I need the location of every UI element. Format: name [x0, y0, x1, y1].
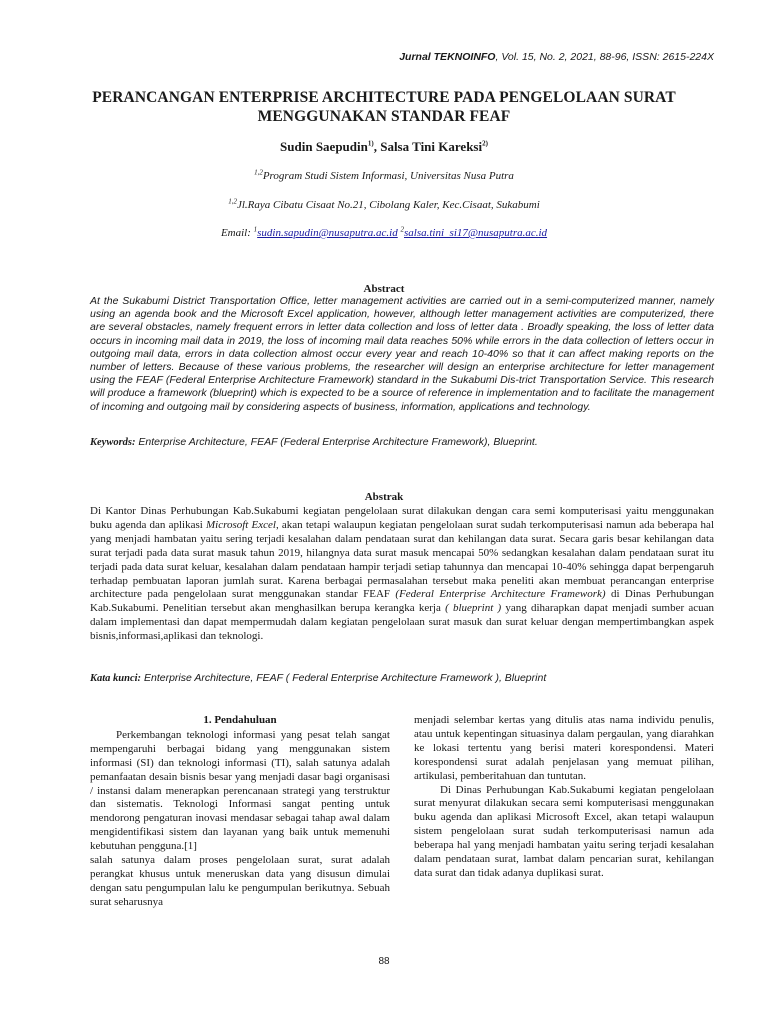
keywords-label: Keywords:: [90, 437, 136, 448]
abstrak-emphasis-1: Microsoft Excel: [205, 518, 276, 531]
intro-paragraph-4: Di Dinas Perhubungan Kab.Sukabumi kegiatan pengelolaan surat menyurat dilakukan secara semi komputerisasi menggunakan buku agenda dan aplikasi Microsoft Excel, akan tetapi walaupun sistem pengelolaan surat sudah terkomputerisasi namun ada beberapa hal yang menjadi hambatan yaitu sering terjadi kesalahan dalam pendataan surat, lambat dalam pencarian surat, kehilangan data surat dan tidak adanya duplikasi surat.: [414, 783, 714, 879]
abstrak-emphasis-2: (Federal Enterprise Architecture Framework): [395, 588, 606, 601]
affiliation-address-mark: 1,2: [228, 197, 237, 206]
abstrak-emphasis-3: ( blueprint ): [445, 602, 502, 615]
section-heading-introduction: 1. Pendahuluan: [203, 714, 277, 726]
email-1-link[interactable]: sudin.sapudin@nusaputra.ac.id: [257, 227, 398, 239]
abstrak-part-4: yang diharapkan dapat menjadi sumber acuan dalam implementasi dan dapat mempermudah dalam kegiatan pengelolaan surat masuk dan surat keluar dengan mempertimbangkan aspek bisnis,informasi,aplikasi dan teknologi.: [90, 602, 714, 643]
author-1: Sudin Saepudin: [280, 139, 368, 154]
email-2-mark: 2: [400, 225, 404, 234]
journal-header: [399, 51, 714, 63]
author-2-mark: 2): [482, 139, 488, 148]
paper-title: PERANCANGAN ENTERPRISE ARCHITECTURE PADA PENGELOLAAN SURAT MENGGUNAKAN STANDAR FEAF: [92, 89, 676, 125]
kata-kunci-label: Kata kunci:: [90, 673, 142, 684]
abstract-heading: Abstract: [363, 283, 405, 295]
affiliation-program-text: Program Studi Sistem Informasi, Universitas Nusa Putra: [262, 170, 514, 182]
abstrak-body: [90, 505, 714, 644]
right-column: [414, 714, 714, 881]
affiliation-program-mark: 1,2: [254, 168, 263, 177]
author-1-mark: 1): [367, 139, 374, 148]
email-line: [0, 227, 768, 239]
page-number: 88: [378, 956, 390, 967]
abstract-body: At the Sukabumi District Transportation Office, letter management activities are carried out in a semi-computerized manner, namely using an agenda book and the Microsoft Excel application, however, although letter management activities are computerized, there are several obstacles, namely frequent errors in letter data collection and loss of letter data . Broadly speaking, the loss of letter data occurs in incoming mail data in 2019, the loss of incoming mail data reaches 50% while errors in the data collection of letters occur in outgoing mail data, errors in data collection almost occur every year and reach 10-40% so that it can affect making reports on the number of letters. Because of these various problems, the researcher will design an enterprise architecture for letter management using the FEAF (Federal Enterprise Architecture Framework) standard in the Sukabumi Dis-trict Transportation Service. This research will produce a framework (blueprint) which is expected to be a source of reference in implementation and to facilitate the management of incoming and outgoing mail by considering aspects of business, information, applications and technology.: [90, 295, 714, 413]
keywords-line: [90, 436, 714, 448]
abstrak-heading: Abstrak: [364, 491, 404, 503]
kata-kunci-line: [90, 672, 714, 684]
abstrak-part-1: Di Kantor Dinas Perhubungan Kab.Sukabumi kegiatan pengelolaan surat dilakukan dengan cara semi komputerisasi yaitu menggunakan buku agenda dan aplikasi: [90, 505, 714, 531]
author-separator: ,: [373, 139, 381, 154]
abstrak-part-2: , akan tetapi walaupun kegiatan pengelolaan surat sudah terkomputerisasi namun ada beberapa hal yang menjadi hambatan yaitu sering terjadi kesalahan dalam pendataan surat dan kehilangan data surat. Secara garis besar kehilangan data surat terjadi pada data surat masuk tahun 2019, hilangnya data surat masuk mencapai 50% sedangkan kesalahan dalam pendataan surat itu terjadi pada data surat keluar, kesalahan dalam pendataan hampir terjadi setiap tahunnya dan mencapai 10-40% sehingga dapat berpengaruh terhadap pembuatan laporan jumlah surat. Karena berbagai permasalahan tersebut maka peneliti akan membuat perancangan enterprise architecture pada pengelolaan surat menggunakan standar FEAF: [90, 518, 714, 601]
intro-paragraph-2: salah satunya dalam proses pengelolaan surat, surat adalah perangkat khusus untuk meneruskan data yang disusun dimulai dengan satu pengumpulan lalu ke pengumpulan berikutnya. Sebuah surat seharusnya: [90, 854, 390, 908]
kata-kunci-text: Enterprise Architecture, FEAF ( Federal Enterprise Architecture Framework ), Blueprint: [141, 672, 547, 684]
keywords-text: Enterprise Architecture, FEAF (Federal Enterprise Architecture Framework), Blueprint.: [135, 436, 538, 448]
left-column: [90, 714, 390, 910]
affiliation-address-text: Jl.Raya Cibatu Cisaat No.21, Cibolang Kaler, Kec.Cisaat, Sukabumi: [236, 199, 540, 211]
email-label: Email:: [220, 227, 254, 239]
author-list: [0, 139, 768, 155]
email-2-link[interactable]: salsa.tini_si17@nusaputra.ac.id: [404, 227, 548, 239]
affiliation-address: [0, 199, 768, 211]
abstrak-part-3: di Dinas Perhubungan Kab.Sukabumi. Penelitian tersebut akan menghasilkan berupa kerangka kerja: [90, 588, 715, 615]
affiliation-program: [0, 170, 768, 182]
intro-paragraph-3: menjadi selembar kertas yang ditulis atas nama individu penulis, atau untuk kepentingan situasinya dalam pergaulan, yang diarahkan ke lokasi tertentu yang berisi materi korespondensi. Materi korespondensi surat adalah penjelasan yang memuat pilihan, artikulasi, pemberitahuan dan tuntutan.: [414, 714, 714, 782]
email-1-mark: 1: [253, 225, 258, 234]
intro-paragraph-1: Perkembangan teknologi informasi yang pesat telah sangat mempengaruhi berbagai bidang yang menggunakan sistem informasi (SI) dan teknologi informasi (TI), salah satunya adalah pemanfaatan desain bisnis besar yang menjadi dasar bagi organisasi / instansi dalam menerapkan perencanaan strategi yang terstruktur dan sistematis. Teknologi Informasi sangat penting untuk mendorong pengaturan inovasi mendasar sebagai tahap awal dalam mengidentifikasi sistem dan layanan yang baik untuk memenuhi kebutuhan pengguna.[1]: [90, 728, 390, 853]
journal-name: Jurnal TEKNOINFO: [399, 51, 496, 63]
author-2: Salsa Tini Kareksi: [380, 139, 483, 154]
journal-citation: , Vol. 15, No. 2, 2021, 88-96, ISSN: 2615-224X: [495, 51, 714, 63]
